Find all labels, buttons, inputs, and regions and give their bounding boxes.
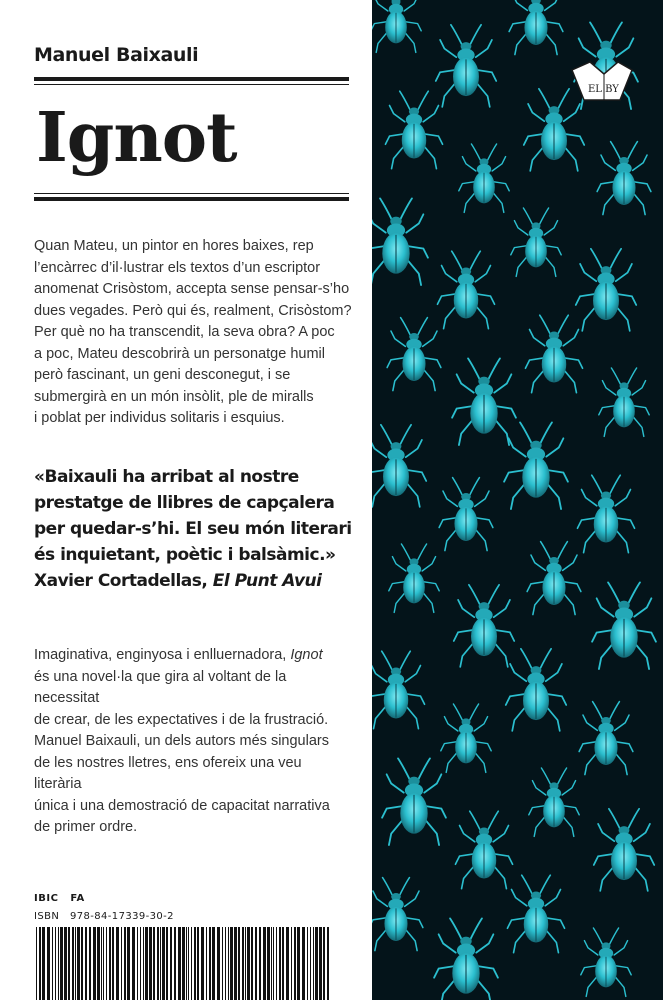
synopsis-line: dues vegades. Però qui és, realment, Crisòstom? <box>34 302 352 319</box>
beetle-icon <box>592 582 656 669</box>
beetle-icon <box>454 585 514 667</box>
synopsis-line: l’encàrrec d’il·lustrar els textos d’un escriptor <box>34 259 321 276</box>
quote-line: «Baixauli ha arribat al nostre <box>34 467 299 487</box>
description-title-italic: Ignot <box>290 647 323 663</box>
quote-source: El Punt Avui <box>212 571 322 591</box>
barcode <box>34 927 334 1000</box>
description-line: Manuel Baixauli, un dels autors més singulars <box>34 733 329 749</box>
quote-line: per quedar-s’hi. El seu món literari <box>34 519 352 539</box>
title-rule-top <box>34 77 349 85</box>
beetle-icon <box>441 704 491 772</box>
beetle-icon <box>455 811 512 889</box>
quote-line: és inquietant, poètic i balsàmic.» <box>34 545 336 565</box>
quote-attribution <box>34 568 364 594</box>
beetle-icon <box>372 651 425 729</box>
beetle-icon <box>504 422 568 509</box>
synopsis-line: Quan Mateu, un pintor en hores baixes, rep <box>34 238 314 254</box>
press-quote <box>34 464 364 594</box>
book-title: Ignot <box>36 98 237 178</box>
author-name: Manuel Baixauli <box>34 44 199 66</box>
beetle-icon <box>529 768 579 836</box>
beetle-icon <box>372 0 421 52</box>
beetle-icon <box>385 91 442 169</box>
beetle-icon <box>434 918 498 1000</box>
synopsis-line: i poblat per individus solitaris i esquius. <box>34 410 285 426</box>
paper-boat-icon <box>568 60 636 106</box>
description-paragraph <box>34 645 352 839</box>
description-line: de les nostres lletres, ens ofereix una veu literària <box>34 754 302 792</box>
beetle-icon <box>511 208 561 276</box>
quote-line: prestatge de llibres de capçalera <box>34 493 335 513</box>
ibic-code: IBIC FA <box>34 893 85 904</box>
beetle-icon <box>525 315 582 393</box>
beetle-icon <box>372 198 428 285</box>
beetle-icon <box>372 878 423 951</box>
beetle-icon <box>576 249 636 331</box>
beetle-icon <box>594 809 654 891</box>
beetle-icon <box>452 358 516 445</box>
description-line: de primer ordre. <box>34 819 138 835</box>
beetle-icon <box>527 542 581 615</box>
synopsis-line: Per què no ha transcendit, la seva obra? A poc <box>34 324 335 340</box>
description-line: és una novel·la que gira al voltant de la necessitat <box>34 668 287 706</box>
beetle-icon <box>387 318 441 391</box>
beetle-icon <box>577 475 634 553</box>
synopsis-line: anomenat Crisòstom, accepta sense pensar-s’ho <box>34 281 350 297</box>
beetle-icon <box>599 368 649 436</box>
quote-author: Xavier Cortadellas, <box>34 571 208 591</box>
beetle-icon <box>579 702 633 775</box>
beetle-icon <box>506 649 566 731</box>
beetle-icon <box>459 144 509 212</box>
beetle-icon <box>597 142 651 215</box>
beetle-icon <box>439 478 493 551</box>
isbn-number: ISBN 978-84-17339-30-2 <box>34 911 174 922</box>
description-line-start: Imaginativa, enginyosa i enlluernadora, <box>34 647 287 663</box>
description-line <box>34 645 352 667</box>
beetle-icon <box>437 251 494 329</box>
beetle-icon <box>509 0 563 55</box>
beetle-icon <box>389 544 439 612</box>
description-line: única i una demostració de capacitat narrativa <box>34 797 330 814</box>
beetle-icon <box>372 425 426 507</box>
beetle-icon <box>436 25 496 107</box>
publisher-logo-text: EL BY <box>588 84 619 95</box>
synopsis-line: a poc, Mateu descobrirà un personatge humil <box>34 345 325 362</box>
beetle-icon <box>382 758 446 845</box>
beetle-pattern <box>372 0 663 1000</box>
beetle-pattern-panel <box>372 0 663 1000</box>
synopsis-paragraph <box>34 236 352 430</box>
description-line: de crear, de les expectatives i de la frustració. <box>34 711 329 728</box>
synopsis-line: submergirà en un món insòlit, ple de miralls <box>34 388 314 405</box>
title-rule-bottom <box>34 193 349 201</box>
beetle-icon <box>507 875 564 953</box>
beetle-icon <box>581 928 631 996</box>
synopsis-line: però fascinant, un geni desconegut, i se <box>34 367 291 383</box>
